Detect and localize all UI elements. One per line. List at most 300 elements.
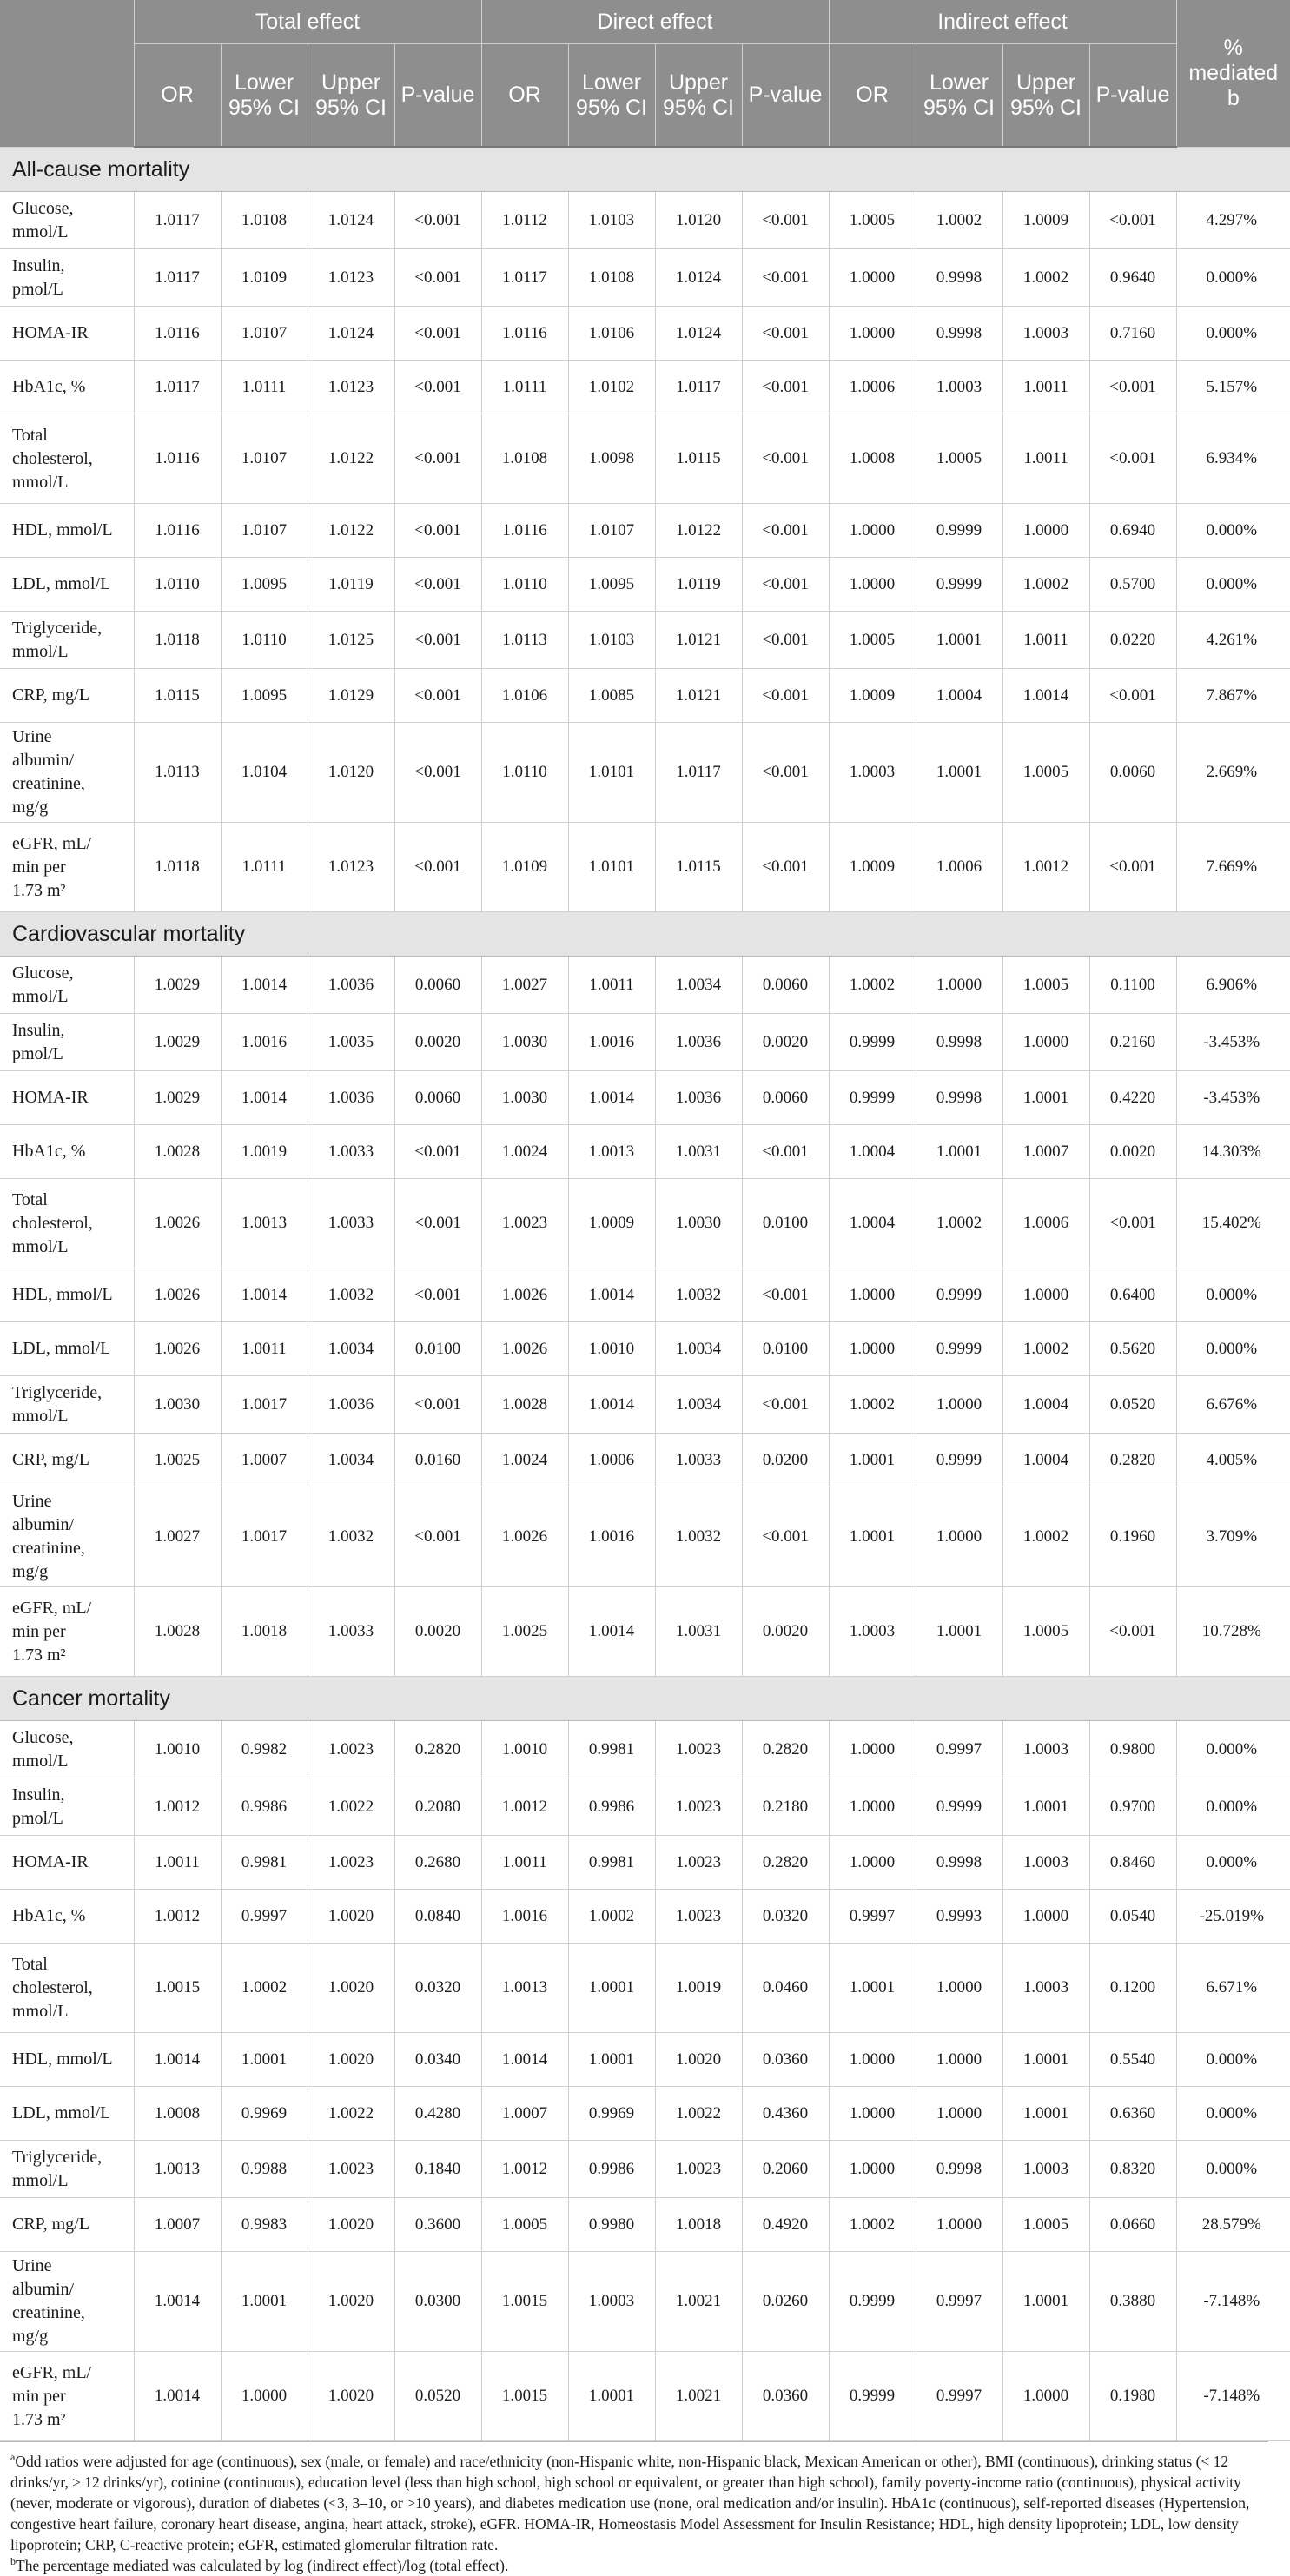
row-label-line: min per [12, 857, 66, 877]
row-label [0, 612, 134, 669]
table-cell: 1.0001 [829, 1434, 916, 1487]
table-footnotes [0, 2441, 1268, 2576]
row-label-line: HOMA-IR [12, 323, 89, 342]
table-cell: 1.0026 [481, 1487, 568, 1587]
table-cell: <0.001 [742, 1268, 829, 1322]
row-label-line: creatinine, [12, 1539, 85, 1558]
table-cell: 0.6940 [1089, 504, 1176, 558]
table-cell: 0.9800 [1089, 1721, 1176, 1778]
table-cell: 0.0060 [742, 1071, 829, 1125]
table-cell: 1.0000 [916, 2198, 1002, 2252]
table-row [0, 558, 1290, 612]
table-cell: 1.0033 [308, 1587, 394, 1677]
row-label-line: eGFR, mL/ [12, 2362, 92, 2382]
table-cell: 0.0020 [742, 1587, 829, 1677]
cell-pct-mediated: 4.297% [1176, 192, 1290, 249]
row-label-line: Glucose, [12, 1727, 74, 1747]
table-cell: <0.001 [742, 1376, 829, 1434]
table-cell: 0.0060 [394, 1071, 481, 1125]
header-pct-mediated-line: mediated [1188, 60, 1279, 85]
table-row [0, 192, 1290, 249]
table-cell: 1.0015 [481, 2352, 568, 2441]
table-cell: <0.001 [394, 1268, 481, 1322]
table-cell: 1.0095 [221, 558, 308, 612]
table-cell: <0.001 [1089, 192, 1176, 249]
table-cell: 1.0025 [481, 1587, 568, 1677]
table-cell: 1.0000 [829, 1322, 916, 1376]
table-row [0, 2141, 1290, 2198]
table-cell: 1.0006 [916, 823, 1002, 912]
row-label [0, 249, 134, 307]
table-cell: 1.0001 [221, 2252, 308, 2352]
row-label-line: 1.73 m² [12, 2409, 66, 2429]
table-cell: 0.1960 [1089, 1487, 1176, 1587]
table-cell: 1.0001 [1002, 2087, 1089, 2141]
table-cell: 1.0016 [221, 1014, 308, 1071]
table-cell: 1.0121 [655, 669, 742, 723]
row-label [0, 192, 134, 249]
table-cell: 1.0116 [134, 504, 221, 558]
row-label-line: Urine [12, 2256, 52, 2275]
table-cell: 0.9969 [568, 2087, 655, 2141]
row-label [0, 1487, 134, 1587]
table-cell: 1.0101 [568, 723, 655, 823]
table-cell: 1.0008 [134, 2087, 221, 2141]
table-cell: <0.001 [394, 612, 481, 669]
table-cell: 0.8460 [1089, 1836, 1176, 1890]
cell-pct-mediated: 10.728% [1176, 1587, 1290, 1677]
table-cell: 1.0014 [1002, 669, 1089, 723]
table-cell: 0.9999 [916, 1268, 1002, 1322]
table-row [0, 307, 1290, 361]
table-cell: 1.0020 [308, 1944, 394, 2033]
table-cell: 1.0001 [829, 1487, 916, 1587]
table-cell: <0.001 [394, 1376, 481, 1434]
table-cell: 0.0060 [394, 957, 481, 1014]
row-label [0, 1890, 134, 1944]
table-cell: 1.0003 [568, 2252, 655, 2352]
row-label-line: mmol/L [12, 641, 69, 661]
header-pct-mediated-line: % [1223, 35, 1243, 60]
table-cell: 0.9982 [221, 1721, 308, 1778]
table-cell: 1.0001 [916, 723, 1002, 823]
table-cell: <0.001 [742, 192, 829, 249]
table-cell: 1.0005 [1002, 2198, 1089, 2252]
table-cell: 1.0014 [221, 957, 308, 1014]
table-cell: 0.0320 [394, 1944, 481, 2033]
table-cell: 1.0116 [481, 504, 568, 558]
table-cell: 0.9981 [221, 1836, 308, 1890]
table-row [0, 1890, 1290, 1944]
table-cell: 1.0014 [481, 2033, 568, 2087]
table-cell: 0.0360 [742, 2033, 829, 2087]
table-cell: 1.0124 [655, 307, 742, 361]
table-cell: 1.0000 [916, 1376, 1002, 1434]
row-label-line: mg/g [12, 798, 49, 817]
table-cell: 1.0123 [308, 249, 394, 307]
table-cell: 0.9980 [568, 2198, 655, 2252]
row-label-line: Glucose, [12, 963, 74, 983]
row-label-line: eGFR, mL/ [12, 1598, 92, 1618]
table-cell: 1.0107 [568, 504, 655, 558]
table-cell: 1.0019 [655, 1944, 742, 2033]
section-title: Cardiovascular mortality [0, 912, 1290, 957]
table-cell: 0.0360 [742, 2352, 829, 2441]
table-cell: 1.0120 [308, 723, 394, 823]
cell-pct-mediated: 0.000% [1176, 2087, 1290, 2141]
row-label [0, 1434, 134, 1487]
table-cell: 1.0115 [655, 414, 742, 504]
table-cell: 1.0000 [829, 1268, 916, 1322]
table-cell: <0.001 [742, 249, 829, 307]
table-cell: 1.0001 [1002, 1778, 1089, 1836]
table-cell: 0.9640 [1089, 249, 1176, 307]
table-cell: 0.5540 [1089, 2033, 1176, 2087]
table-cell: 0.0460 [742, 1944, 829, 2033]
table-row [0, 1179, 1290, 1268]
table-cell: 1.0016 [481, 1890, 568, 1944]
row-label-line: HOMA-IR [12, 1088, 89, 1107]
header-sub-lower-ci: Lower 95% CI [568, 44, 655, 148]
table-cell: 0.1200 [1089, 1944, 1176, 2033]
table-cell: 1.0005 [916, 414, 1002, 504]
table-cell: 1.0026 [134, 1322, 221, 1376]
table-cell: 1.0002 [829, 957, 916, 1014]
cell-pct-mediated: 6.676% [1176, 1376, 1290, 1434]
section-row [0, 1677, 1290, 1721]
table-row [0, 1268, 1290, 1322]
table-cell: 1.0116 [481, 307, 568, 361]
table-cell: 1.0016 [568, 1014, 655, 1071]
row-label-line: Total [12, 425, 48, 445]
table-cell: 1.0010 [134, 1721, 221, 1778]
row-label-line: Urine [12, 727, 52, 746]
table-cell: 0.9998 [916, 249, 1002, 307]
table-cell: 1.0033 [308, 1179, 394, 1268]
row-label-line: mmol/L [12, 2001, 69, 2021]
header-group-indirect-effect: Indirect effect [829, 0, 1176, 44]
table-cell: <0.001 [742, 823, 829, 912]
table-cell: 0.0160 [394, 1434, 481, 1487]
row-label-line: Insulin, [12, 1785, 65, 1805]
table-cell: 1.0117 [655, 723, 742, 823]
table-cell: <0.001 [742, 723, 829, 823]
table-cell: 0.7160 [1089, 307, 1176, 361]
table-cell: 0.9999 [916, 1322, 1002, 1376]
table-cell: 1.0033 [308, 1125, 394, 1179]
table-cell: <0.001 [1089, 823, 1176, 912]
table-cell: 1.0012 [134, 1778, 221, 1836]
table-cell: <0.001 [1089, 361, 1176, 414]
table-cell: 1.0000 [916, 1487, 1002, 1587]
table-cell: 1.0122 [308, 504, 394, 558]
table-cell: 1.0000 [829, 307, 916, 361]
table-row [0, 1434, 1290, 1487]
cell-pct-mediated: 14.303% [1176, 1125, 1290, 1179]
row-label [0, 1778, 134, 1836]
table-cell: 1.0018 [655, 2198, 742, 2252]
row-label-line: Triglyceride, [12, 618, 103, 638]
header-sub-upper-ci: Upper 95% CI [1002, 44, 1089, 148]
row-label-line: creatinine, [12, 774, 85, 793]
cell-pct-mediated: -7.148% [1176, 2252, 1290, 2352]
cell-pct-mediated: 5.157% [1176, 361, 1290, 414]
table-cell: 1.0119 [308, 558, 394, 612]
table-cell: 1.0124 [308, 192, 394, 249]
table-row [0, 723, 1290, 823]
table-cell: 1.0000 [916, 2033, 1002, 2087]
row-label [0, 2198, 134, 2252]
table-cell: 1.0001 [1002, 1071, 1089, 1125]
table-cell: 1.0098 [568, 414, 655, 504]
table-cell: 1.0110 [481, 558, 568, 612]
table-cell: 1.0004 [1002, 1376, 1089, 1434]
table-cell: 1.0002 [829, 1376, 916, 1434]
table-cell: 0.9988 [221, 2141, 308, 2198]
cell-pct-mediated: 0.000% [1176, 2033, 1290, 2087]
table-cell: 0.2060 [742, 2141, 829, 2198]
table-cell: 1.0000 [221, 2352, 308, 2441]
row-label [0, 2033, 134, 2087]
table-cell: 0.5700 [1089, 558, 1176, 612]
table-row [0, 2087, 1290, 2141]
table-cell: 1.0032 [655, 1268, 742, 1322]
table-cell: <0.001 [742, 361, 829, 414]
table-cell: 0.9997 [916, 2252, 1002, 2352]
table-cell: <0.001 [394, 1487, 481, 1587]
table-cell: 1.0000 [829, 1836, 916, 1890]
table-cell: 1.0022 [308, 1778, 394, 1836]
table-cell: 0.0100 [394, 1322, 481, 1376]
row-label [0, 823, 134, 912]
row-label-line: LDL, mmol/L [12, 574, 111, 593]
table-cell: 1.0031 [655, 1587, 742, 1677]
table-cell: <0.001 [1089, 1179, 1176, 1268]
table-cell: 1.0026 [481, 1268, 568, 1322]
table-cell: 0.5620 [1089, 1322, 1176, 1376]
table-cell: 0.0260 [742, 2252, 829, 2352]
table-cell: 1.0015 [134, 1944, 221, 2033]
table-cell: 1.0026 [134, 1268, 221, 1322]
table-cell: 1.0023 [655, 1890, 742, 1944]
table-cell: 1.0107 [221, 414, 308, 504]
table-cell: 1.0119 [655, 558, 742, 612]
table-row [0, 1587, 1290, 1677]
table-cell: 1.0004 [829, 1179, 916, 1268]
row-label-line: LDL, mmol/L [12, 2103, 111, 2122]
cell-pct-mediated: 4.261% [1176, 612, 1290, 669]
table-header [0, 0, 1290, 147]
table-cell: 1.0022 [655, 2087, 742, 2141]
footnote-a-mark: a [10, 2451, 16, 2464]
cell-pct-mediated: 7.669% [1176, 823, 1290, 912]
row-label [0, 723, 134, 823]
table-cell: 0.9997 [221, 1890, 308, 1944]
table-cell: 1.0014 [134, 2033, 221, 2087]
row-label-line: mmol/L [12, 1751, 69, 1771]
table-cell: <0.001 [742, 414, 829, 504]
table-cell: 1.0004 [916, 669, 1002, 723]
table-cell: 1.0036 [655, 1014, 742, 1071]
row-label-line: Urine [12, 1492, 52, 1511]
table-cell: 1.0000 [1002, 1890, 1089, 1944]
row-label [0, 1125, 134, 1179]
row-label [0, 361, 134, 414]
table-cell: 0.9998 [916, 307, 1002, 361]
table-cell: 1.0009 [829, 669, 916, 723]
header-sub-p-value: P-value [742, 44, 829, 148]
table-cell: 0.1980 [1089, 2352, 1176, 2441]
table-cell: <0.001 [1089, 414, 1176, 504]
table-cell: 1.0014 [134, 2252, 221, 2352]
table-cell: 1.0009 [1002, 192, 1089, 249]
table-cell: 1.0030 [134, 1376, 221, 1434]
table-cell: 1.0002 [1002, 249, 1089, 307]
row-label-line: min per [12, 1621, 66, 1641]
row-label-line: Triglyceride, [12, 1382, 103, 1402]
table-cell: 1.0117 [134, 249, 221, 307]
cell-pct-mediated: 6.906% [1176, 957, 1290, 1014]
table-row [0, 957, 1290, 1014]
table-cell: 1.0000 [916, 2087, 1002, 2141]
header-subcolumns-row [0, 44, 1290, 148]
table-cell: 0.9999 [916, 558, 1002, 612]
table-cell: 1.0028 [134, 1125, 221, 1179]
row-label-line: pmol/L [12, 1808, 63, 1828]
table-cell: 1.0110 [221, 612, 308, 669]
cell-pct-mediated: -3.453% [1176, 1014, 1290, 1071]
table-cell: 1.0034 [308, 1434, 394, 1487]
cell-pct-mediated: 0.000% [1176, 1322, 1290, 1376]
table-row [0, 1487, 1290, 1587]
table-cell: 0.2160 [1089, 1014, 1176, 1071]
table-cell: 0.9999 [829, 2252, 916, 2352]
cell-pct-mediated: 3.709% [1176, 1487, 1290, 1587]
table-cell: 1.0111 [481, 361, 568, 414]
table-cell: 1.0012 [481, 2141, 568, 2198]
table-cell: <0.001 [394, 1125, 481, 1179]
row-label-line: cholesterol, [12, 1213, 93, 1233]
table-cell: 1.0034 [655, 957, 742, 1014]
table-cell: <0.001 [394, 723, 481, 823]
table-cell: 1.0011 [1002, 361, 1089, 414]
table-cell: 1.0020 [308, 2033, 394, 2087]
table-cell: 0.0660 [1089, 2198, 1176, 2252]
table-cell: 1.0116 [134, 414, 221, 504]
table-cell: 1.0003 [829, 1587, 916, 1677]
row-label-line: HbA1c, % [12, 1906, 86, 1925]
table-cell: 1.0006 [1002, 1179, 1089, 1268]
table-row [0, 1778, 1290, 1836]
table-cell: 1.0029 [134, 1014, 221, 1071]
table-cell: 0.2180 [742, 1778, 829, 1836]
table-row [0, 823, 1290, 912]
table-cell: 1.0003 [1002, 1836, 1089, 1890]
section-title: Cancer mortality [0, 1677, 1290, 1721]
table-cell: 1.0012 [134, 1890, 221, 1944]
table-row [0, 1322, 1290, 1376]
table-cell: <0.001 [742, 612, 829, 669]
table-cell: 1.0085 [568, 669, 655, 723]
table-cell: 1.0011 [568, 957, 655, 1014]
table-cell: 1.0124 [308, 307, 394, 361]
table-row [0, 669, 1290, 723]
header-sub-or: OR [481, 44, 568, 148]
table-cell: 1.0028 [134, 1587, 221, 1677]
row-label-line: albumin/ [12, 751, 75, 770]
table-cell: 1.0011 [1002, 612, 1089, 669]
table-cell: 0.1840 [394, 2141, 481, 2198]
table-cell: 1.0030 [655, 1179, 742, 1268]
table-cell: 1.0028 [481, 1376, 568, 1434]
table-cell: 1.0000 [1002, 1268, 1089, 1322]
table-cell: 0.0300 [394, 2252, 481, 2352]
table-cell: 0.9999 [829, 1014, 916, 1071]
table-row [0, 361, 1290, 414]
table-cell: 0.9993 [916, 1890, 1002, 1944]
table-cell: 0.0200 [742, 1434, 829, 1487]
table-cell: 1.0023 [655, 1836, 742, 1890]
row-label-line: HDL, mmol/L [12, 2050, 113, 2069]
row-label [0, 957, 134, 1014]
row-label-line: creatinine, [12, 2303, 85, 2322]
cell-pct-mediated: 15.402% [1176, 1179, 1290, 1268]
table-cell: 1.0001 [568, 2352, 655, 2441]
row-label [0, 669, 134, 723]
table-cell: 1.0020 [308, 1890, 394, 1944]
table-cell: 1.0000 [829, 249, 916, 307]
table-cell: 1.0003 [916, 361, 1002, 414]
table-cell: 1.0020 [308, 2252, 394, 2352]
table-cell: 1.0031 [655, 1125, 742, 1179]
cell-pct-mediated: 4.005% [1176, 1434, 1290, 1487]
row-label-line: pmol/L [12, 1043, 63, 1063]
table-cell: 1.0110 [481, 723, 568, 823]
table-cell: 1.0008 [829, 414, 916, 504]
cell-pct-mediated: 2.669% [1176, 723, 1290, 823]
table-cell: <0.001 [394, 361, 481, 414]
cell-pct-mediated: 0.000% [1176, 249, 1290, 307]
table-row [0, 2352, 1290, 2441]
table-cell: <0.001 [1089, 1587, 1176, 1677]
table-cell: 1.0034 [655, 1376, 742, 1434]
table-cell: 1.0014 [221, 1268, 308, 1322]
row-label-line: Total [12, 1954, 48, 1974]
table-cell: 1.0124 [655, 249, 742, 307]
table-cell: 1.0005 [829, 192, 916, 249]
table-cell: 1.0013 [221, 1179, 308, 1268]
table-cell: 0.0100 [742, 1322, 829, 1376]
row-label-line: CRP, mg/L [12, 1450, 89, 1469]
table-cell: 1.0000 [916, 1944, 1002, 2033]
table-cell: 1.0005 [1002, 1587, 1089, 1677]
header-group-total-effect: Total effect [134, 0, 481, 44]
table-cell: 1.0001 [221, 2033, 308, 2087]
table-cell: 1.0011 [1002, 414, 1089, 504]
table-cell: 0.0540 [1089, 1890, 1176, 1944]
table-cell: 1.0003 [1002, 2141, 1089, 2198]
table-cell: 0.0840 [394, 1890, 481, 1944]
table-cell: <0.001 [394, 307, 481, 361]
table-cell: 1.0000 [829, 2141, 916, 2198]
table-cell: 1.0111 [221, 823, 308, 912]
table-cell: 1.0121 [655, 612, 742, 669]
table-cell: <0.001 [394, 558, 481, 612]
table-cell: 1.0111 [221, 361, 308, 414]
table-cell: 1.0021 [655, 2352, 742, 2441]
table-cell: 1.0000 [829, 504, 916, 558]
row-label [0, 558, 134, 612]
